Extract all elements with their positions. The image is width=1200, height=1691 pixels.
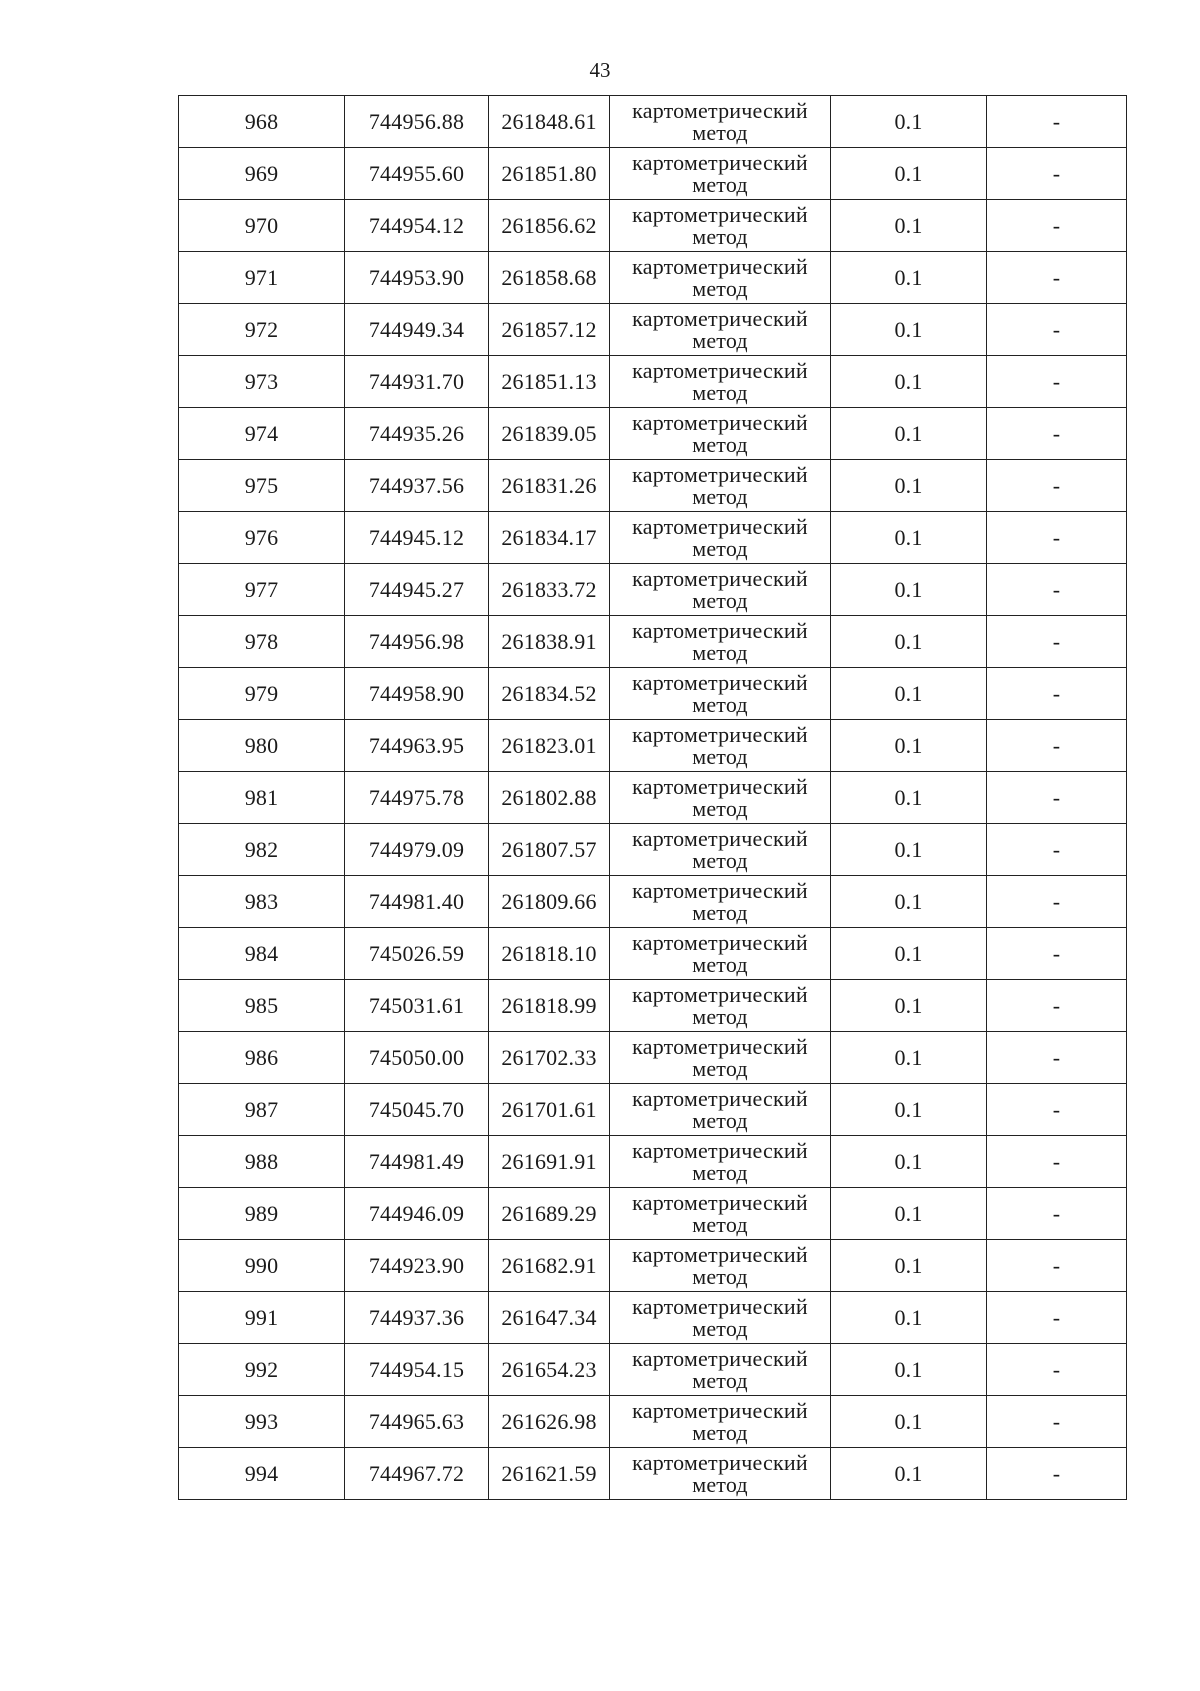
note-cell: - [987, 824, 1127, 876]
note-cell: - [987, 1448, 1127, 1500]
precision-cell: 0.1 [831, 1240, 987, 1292]
method-line-2: метод [692, 1315, 748, 1341]
method-line-1: картометрический [632, 981, 808, 1007]
method-line-2: метод [692, 691, 748, 717]
precision-cell: 0.1 [831, 1448, 987, 1500]
method-line-2: метод [692, 483, 748, 509]
point-number-cell: 994 [179, 1448, 345, 1500]
x-coordinate-cell: 744958.90 [345, 668, 489, 720]
x-coordinate-cell: 744981.49 [345, 1136, 489, 1188]
point-number-cell: 973 [179, 356, 345, 408]
point-number-cell: 979 [179, 668, 345, 720]
method-line-1: картометрический [632, 97, 808, 123]
table-row [179, 1188, 1127, 1240]
method-cell [610, 512, 831, 564]
point-number-cell: 974 [179, 408, 345, 460]
method-line-1: картометрический [632, 1137, 808, 1163]
precision-cell: 0.1 [831, 252, 987, 304]
x-coordinate-cell: 745026.59 [345, 928, 489, 980]
precision-cell: 0.1 [831, 824, 987, 876]
x-coordinate-cell: 744946.09 [345, 1188, 489, 1240]
note-cell: - [987, 668, 1127, 720]
note-cell: - [987, 772, 1127, 824]
method-line-2: метод [692, 1107, 748, 1133]
table-row [179, 720, 1127, 772]
point-number-cell: 987 [179, 1084, 345, 1136]
method-line-1: картометрический [632, 825, 808, 851]
point-number-cell: 993 [179, 1396, 345, 1448]
method-line-1: картометрический [632, 1033, 808, 1059]
method-cell [610, 200, 831, 252]
note-cell: - [987, 96, 1127, 148]
y-coordinate-cell: 261626.98 [489, 1396, 610, 1448]
method-line-1: картометрический [632, 1293, 808, 1319]
method-line-1: картометрический [632, 253, 808, 279]
x-coordinate-cell: 744965.63 [345, 1396, 489, 1448]
y-coordinate-cell: 261823.01 [489, 720, 610, 772]
table-row [179, 876, 1127, 928]
point-number-cell: 975 [179, 460, 345, 512]
table-row [179, 668, 1127, 720]
method-cell [610, 96, 831, 148]
table-row [179, 408, 1127, 460]
method-line-1: картометрический [632, 669, 808, 695]
y-coordinate-cell: 261701.61 [489, 1084, 610, 1136]
y-coordinate-cell: 261834.17 [489, 512, 610, 564]
precision-cell: 0.1 [831, 1084, 987, 1136]
precision-cell: 0.1 [831, 356, 987, 408]
method-line-1: картометрический [632, 1189, 808, 1215]
note-cell: - [987, 1240, 1127, 1292]
method-line-1: картометрический [632, 617, 808, 643]
point-number-cell: 991 [179, 1292, 345, 1344]
y-coordinate-cell: 261834.52 [489, 668, 610, 720]
method-cell [610, 460, 831, 512]
method-line-2: метод [692, 535, 748, 561]
x-coordinate-cell: 744945.27 [345, 564, 489, 616]
y-coordinate-cell: 261682.91 [489, 1240, 610, 1292]
method-cell [610, 1448, 831, 1500]
point-number-cell: 985 [179, 980, 345, 1032]
x-coordinate-cell: 745050.00 [345, 1032, 489, 1084]
precision-cell: 0.1 [831, 200, 987, 252]
coordinates-table-body [179, 96, 1127, 1500]
x-coordinate-cell: 744981.40 [345, 876, 489, 928]
method-cell [610, 252, 831, 304]
method-line-1: картометрический [632, 1241, 808, 1267]
note-cell: - [987, 876, 1127, 928]
note-cell: - [987, 460, 1127, 512]
method-line-1: картометрический [632, 201, 808, 227]
x-coordinate-cell: 744937.56 [345, 460, 489, 512]
precision-cell: 0.1 [831, 1292, 987, 1344]
x-coordinate-cell: 744937.36 [345, 1292, 489, 1344]
table-row [179, 928, 1127, 980]
table-row [179, 1240, 1127, 1292]
method-cell [610, 1188, 831, 1240]
precision-cell: 0.1 [831, 1396, 987, 1448]
note-cell: - [987, 200, 1127, 252]
method-cell [610, 720, 831, 772]
point-number-cell: 990 [179, 1240, 345, 1292]
table-row [179, 460, 1127, 512]
y-coordinate-cell: 261838.91 [489, 616, 610, 668]
method-line-1: картометрический [632, 1085, 808, 1111]
x-coordinate-cell: 745031.61 [345, 980, 489, 1032]
y-coordinate-cell: 261839.05 [489, 408, 610, 460]
table-row [179, 824, 1127, 876]
table-row [179, 1292, 1127, 1344]
point-number-cell: 988 [179, 1136, 345, 1188]
precision-cell: 0.1 [831, 304, 987, 356]
point-number-cell: 968 [179, 96, 345, 148]
x-coordinate-cell: 744923.90 [345, 1240, 489, 1292]
precision-cell: 0.1 [831, 512, 987, 564]
x-coordinate-cell: 744975.78 [345, 772, 489, 824]
y-coordinate-cell: 261858.68 [489, 252, 610, 304]
table-row [179, 96, 1127, 148]
note-cell: - [987, 148, 1127, 200]
point-number-cell: 980 [179, 720, 345, 772]
method-line-2: метод [692, 587, 748, 613]
page-number: 43 [589, 58, 611, 82]
y-coordinate-cell: 261831.26 [489, 460, 610, 512]
note-cell: - [987, 252, 1127, 304]
y-coordinate-cell: 261691.91 [489, 1136, 610, 1188]
precision-cell: 0.1 [831, 1136, 987, 1188]
table-row [179, 616, 1127, 668]
point-number-cell: 970 [179, 200, 345, 252]
precision-cell: 0.1 [831, 408, 987, 460]
method-line-1: картометрический [632, 149, 808, 175]
table-row [179, 1396, 1127, 1448]
precision-cell: 0.1 [831, 564, 987, 616]
table-row [179, 512, 1127, 564]
x-coordinate-cell: 744945.12 [345, 512, 489, 564]
precision-cell: 0.1 [831, 928, 987, 980]
note-cell: - [987, 512, 1127, 564]
method-cell [610, 1292, 831, 1344]
method-line-2: метод [692, 1367, 748, 1393]
precision-cell: 0.1 [831, 1032, 987, 1084]
x-coordinate-cell: 744967.72 [345, 1448, 489, 1500]
coordinates-table [178, 95, 1127, 1500]
method-line-2: метод [692, 899, 748, 925]
note-cell: - [987, 304, 1127, 356]
point-number-cell: 969 [179, 148, 345, 200]
table-row [179, 356, 1127, 408]
method-cell [610, 564, 831, 616]
method-line-1: картометрический [632, 929, 808, 955]
y-coordinate-cell: 261621.59 [489, 1448, 610, 1500]
table-row [179, 564, 1127, 616]
precision-cell: 0.1 [831, 720, 987, 772]
point-number-cell: 981 [179, 772, 345, 824]
precision-cell: 0.1 [831, 148, 987, 200]
point-number-cell: 984 [179, 928, 345, 980]
method-cell [610, 1084, 831, 1136]
note-cell: - [987, 1136, 1127, 1188]
note-cell: - [987, 720, 1127, 772]
method-cell [610, 356, 831, 408]
method-cell [610, 668, 831, 720]
precision-cell: 0.1 [831, 980, 987, 1032]
method-line-2: метод [692, 1211, 748, 1237]
y-coordinate-cell: 261851.13 [489, 356, 610, 408]
x-coordinate-cell: 744949.34 [345, 304, 489, 356]
method-line-1: картометрический [632, 409, 808, 435]
y-coordinate-cell: 261647.34 [489, 1292, 610, 1344]
note-cell: - [987, 408, 1127, 460]
table-row [179, 980, 1127, 1032]
point-number-cell: 972 [179, 304, 345, 356]
x-coordinate-cell: 744953.90 [345, 252, 489, 304]
table-row [179, 1448, 1127, 1500]
table-row [179, 252, 1127, 304]
y-coordinate-cell: 261833.72 [489, 564, 610, 616]
method-cell [610, 824, 831, 876]
y-coordinate-cell: 261851.80 [489, 148, 610, 200]
x-coordinate-cell: 744954.12 [345, 200, 489, 252]
x-coordinate-cell: 745045.70 [345, 1084, 489, 1136]
y-coordinate-cell: 261809.66 [489, 876, 610, 928]
note-cell: - [987, 1396, 1127, 1448]
point-number-cell: 971 [179, 252, 345, 304]
method-line-1: картометрический [632, 357, 808, 383]
precision-cell: 0.1 [831, 1344, 987, 1396]
method-line-1: картометрический [632, 461, 808, 487]
table-row [179, 1344, 1127, 1396]
method-line-1: картометрический [632, 773, 808, 799]
method-line-2: метод [692, 119, 748, 145]
method-line-2: метод [692, 1159, 748, 1185]
table-row [179, 148, 1127, 200]
y-coordinate-cell: 261848.61 [489, 96, 610, 148]
method-line-1: картометрический [632, 1397, 808, 1423]
method-line-2: метод [692, 795, 748, 821]
x-coordinate-cell: 744963.95 [345, 720, 489, 772]
table-row [179, 1136, 1127, 1188]
table-row [179, 1032, 1127, 1084]
method-cell [610, 1396, 831, 1448]
y-coordinate-cell: 261818.10 [489, 928, 610, 980]
method-cell [610, 876, 831, 928]
x-coordinate-cell: 744956.88 [345, 96, 489, 148]
point-number-cell: 976 [179, 512, 345, 564]
method-line-1: картометрический [632, 1449, 808, 1475]
note-cell: - [987, 1032, 1127, 1084]
note-cell: - [987, 1084, 1127, 1136]
x-coordinate-cell: 744956.98 [345, 616, 489, 668]
method-line-2: метод [692, 639, 748, 665]
note-cell: - [987, 356, 1127, 408]
method-line-1: картометрический [632, 877, 808, 903]
x-coordinate-cell: 744931.70 [345, 356, 489, 408]
method-line-1: картометрический [632, 721, 808, 747]
method-cell [610, 304, 831, 356]
method-line-2: метод [692, 1419, 748, 1445]
point-number-cell: 989 [179, 1188, 345, 1240]
x-coordinate-cell: 744954.15 [345, 1344, 489, 1396]
method-line-2: метод [692, 1263, 748, 1289]
precision-cell: 0.1 [831, 772, 987, 824]
note-cell: - [987, 564, 1127, 616]
precision-cell: 0.1 [831, 616, 987, 668]
method-line-2: метод [692, 1055, 748, 1081]
y-coordinate-cell: 261856.62 [489, 200, 610, 252]
method-cell [610, 1344, 831, 1396]
precision-cell: 0.1 [831, 1188, 987, 1240]
table-row [179, 1084, 1127, 1136]
method-cell [610, 928, 831, 980]
method-line-1: картометрический [632, 305, 808, 331]
point-number-cell: 977 [179, 564, 345, 616]
method-line-1: картометрический [632, 513, 808, 539]
table-row [179, 304, 1127, 356]
method-line-2: метод [692, 1471, 748, 1497]
method-line-2: метод [692, 847, 748, 873]
precision-cell: 0.1 [831, 668, 987, 720]
x-coordinate-cell: 744979.09 [345, 824, 489, 876]
point-number-cell: 982 [179, 824, 345, 876]
y-coordinate-cell: 261702.33 [489, 1032, 610, 1084]
y-coordinate-cell: 261857.12 [489, 304, 610, 356]
y-coordinate-cell: 261818.99 [489, 980, 610, 1032]
y-coordinate-cell: 261802.88 [489, 772, 610, 824]
method-cell [610, 1136, 831, 1188]
method-line-2: метод [692, 275, 748, 301]
method-line-2: метод [692, 223, 748, 249]
y-coordinate-cell: 261689.29 [489, 1188, 610, 1240]
precision-cell: 0.1 [831, 460, 987, 512]
method-line-2: метод [692, 431, 748, 457]
method-line-2: метод [692, 327, 748, 353]
table-row [179, 772, 1127, 824]
table-row [179, 200, 1127, 252]
method-cell [610, 1032, 831, 1084]
method-cell [610, 1240, 831, 1292]
point-number-cell: 983 [179, 876, 345, 928]
y-coordinate-cell: 261654.23 [489, 1344, 610, 1396]
method-cell [610, 772, 831, 824]
method-cell [610, 616, 831, 668]
note-cell: - [987, 1292, 1127, 1344]
point-number-cell: 978 [179, 616, 345, 668]
method-line-1: картометрический [632, 1345, 808, 1371]
point-number-cell: 986 [179, 1032, 345, 1084]
method-line-2: метод [692, 171, 748, 197]
note-cell: - [987, 980, 1127, 1032]
x-coordinate-cell: 744955.60 [345, 148, 489, 200]
x-coordinate-cell: 744935.26 [345, 408, 489, 460]
method-line-1: картометрический [632, 565, 808, 591]
precision-cell: 0.1 [831, 876, 987, 928]
method-line-2: метод [692, 379, 748, 405]
note-cell: - [987, 616, 1127, 668]
point-number-cell: 992 [179, 1344, 345, 1396]
method-cell [610, 148, 831, 200]
method-line-2: метод [692, 1003, 748, 1029]
method-cell [610, 980, 831, 1032]
method-line-2: метод [692, 743, 748, 769]
note-cell: - [987, 928, 1127, 980]
y-coordinate-cell: 261807.57 [489, 824, 610, 876]
method-line-2: метод [692, 951, 748, 977]
precision-cell: 0.1 [831, 96, 987, 148]
note-cell: - [987, 1344, 1127, 1396]
note-cell: - [987, 1188, 1127, 1240]
method-cell [610, 408, 831, 460]
